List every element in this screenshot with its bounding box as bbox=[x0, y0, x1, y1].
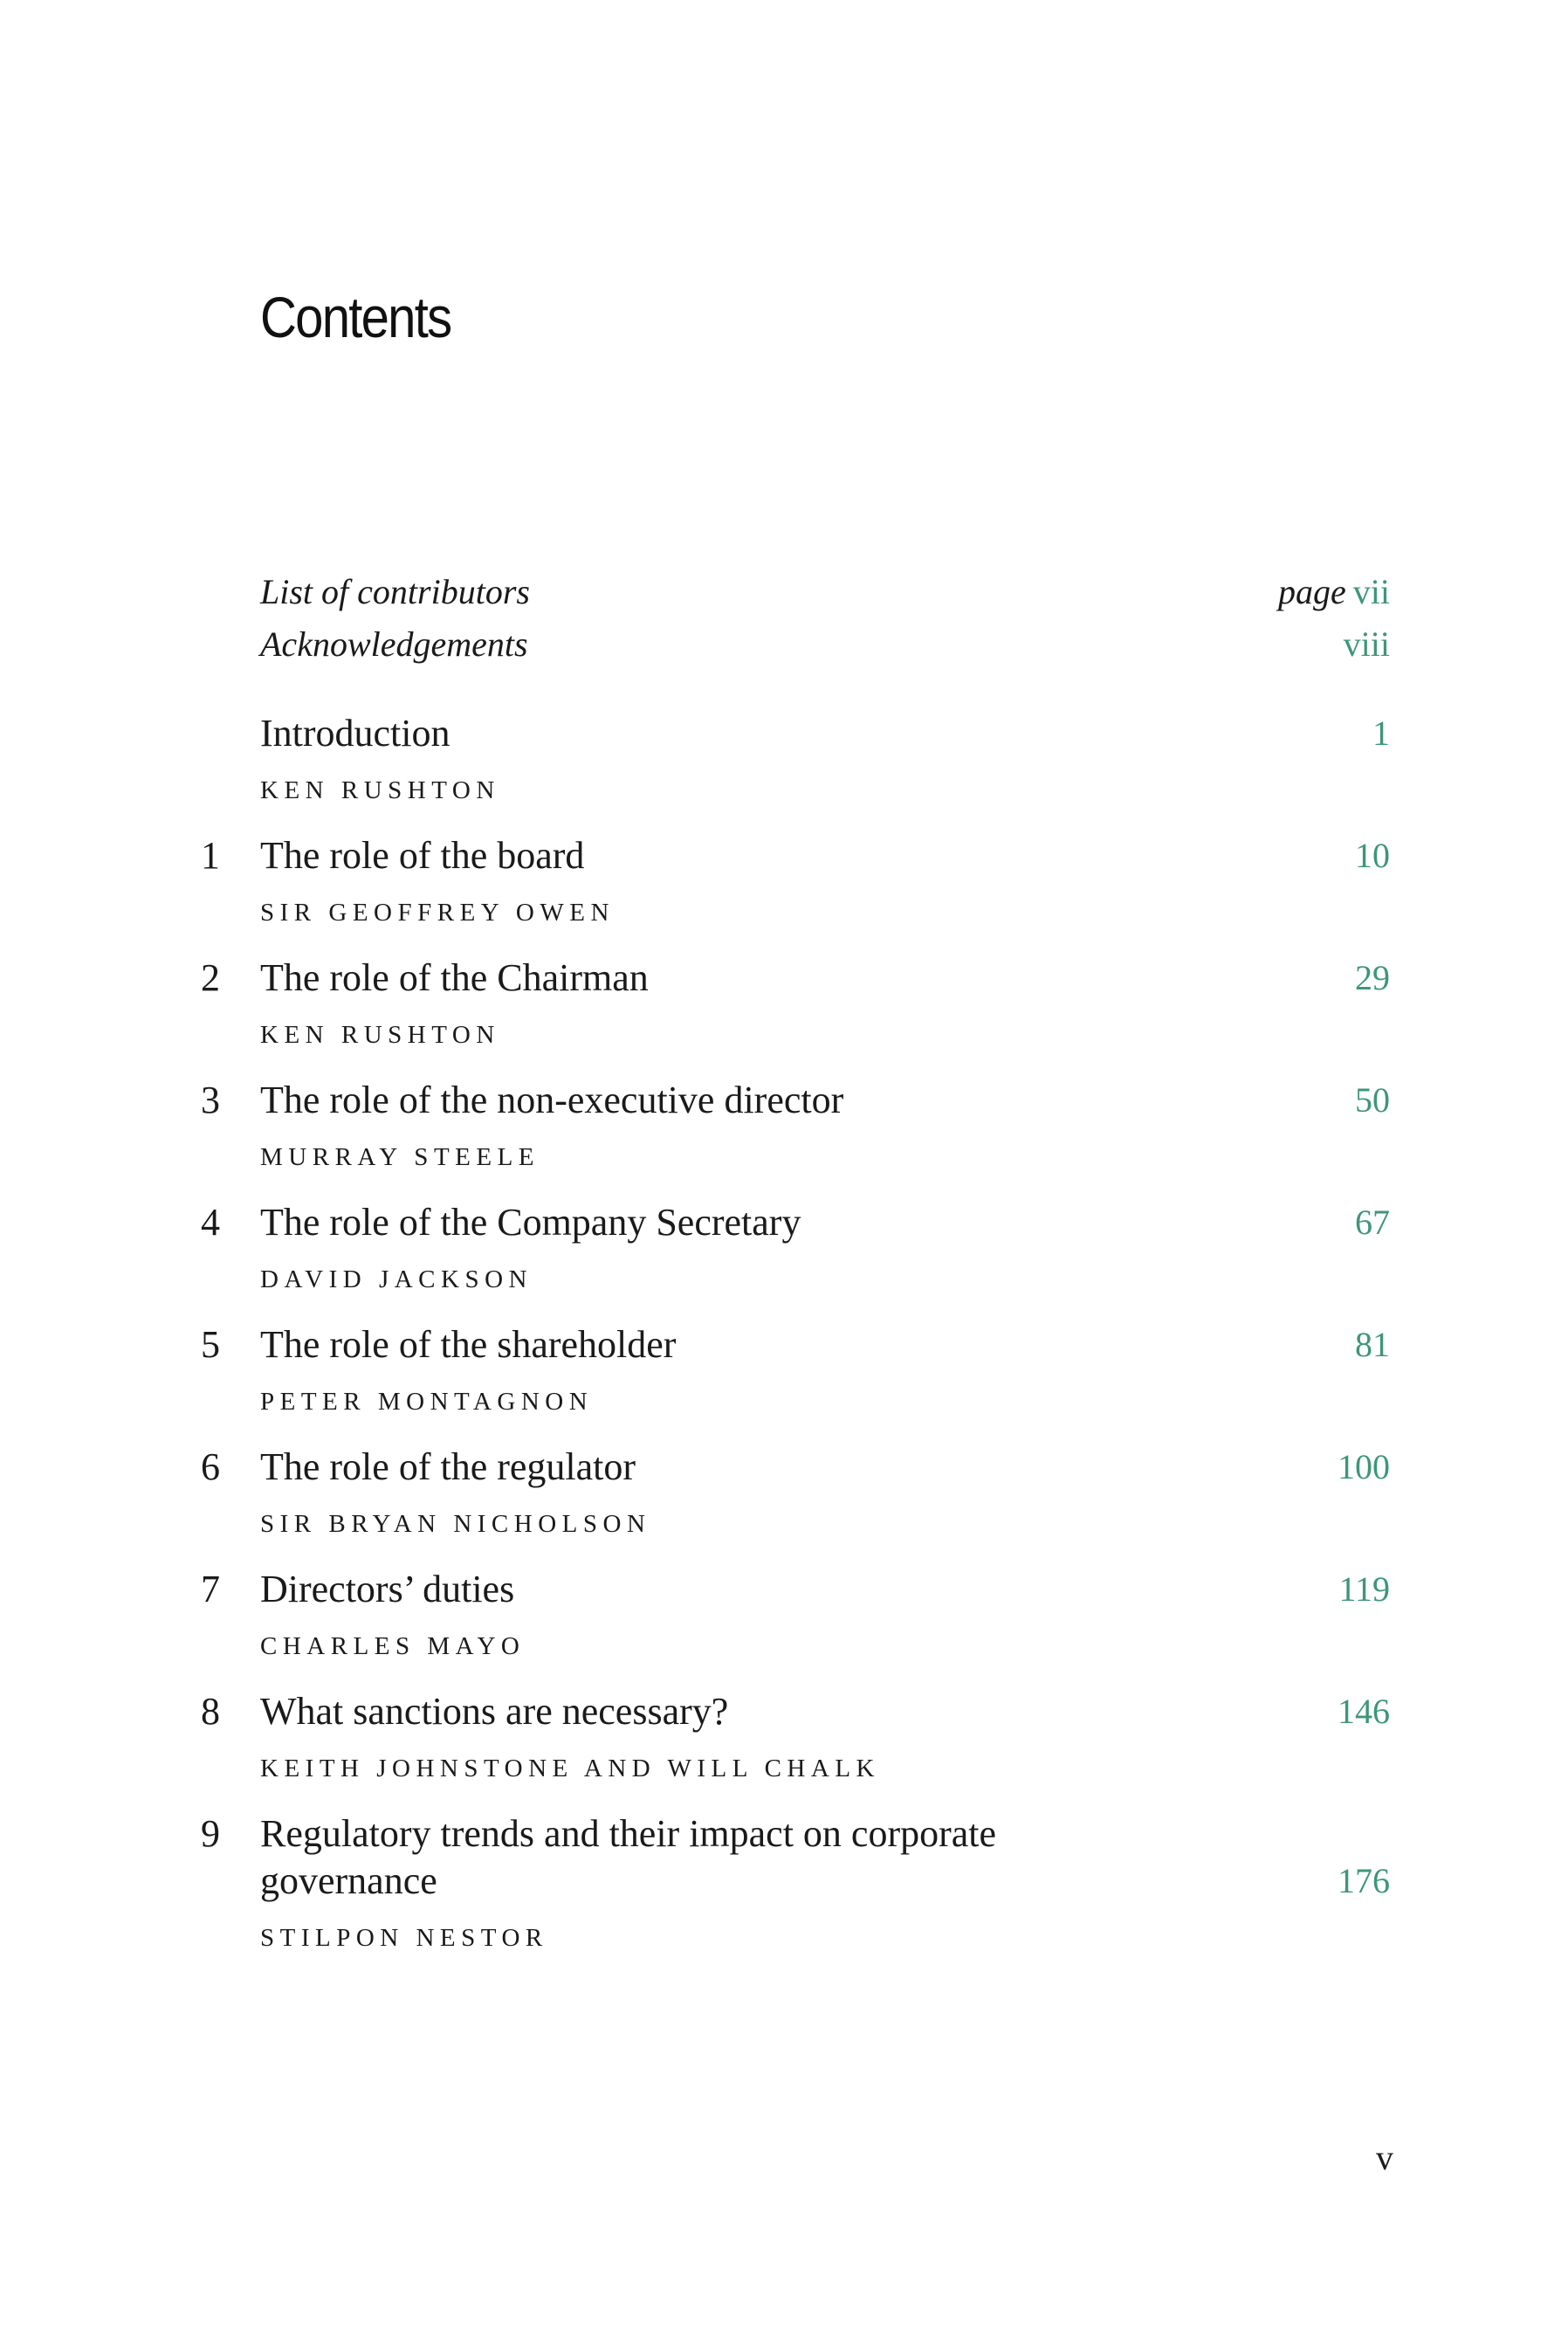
chapter-number: 8 bbox=[201, 1690, 220, 1733]
front-matter-page bbox=[1278, 570, 1390, 614]
chapter-author: SIR BRYAN NICHOLSON bbox=[260, 1510, 651, 1538]
chapter-page: 119 bbox=[1338, 1569, 1390, 1609]
chapter-author: SIR GEOFFREY OWEN bbox=[260, 899, 615, 927]
page-title: Contents bbox=[260, 285, 451, 349]
chapter-author: MURRAY STEELE bbox=[260, 1143, 540, 1171]
page-folio: v bbox=[1376, 2138, 1393, 2177]
chapter-page: 81 bbox=[1355, 1325, 1390, 1364]
chapter-title: Introduction bbox=[260, 712, 450, 755]
page-number: vii bbox=[1352, 572, 1390, 611]
chapter-author: KEN RUSHTON bbox=[260, 776, 500, 804]
front-matter-label: List of contributors bbox=[260, 572, 530, 611]
chapter-title: The role of the regulator bbox=[260, 1445, 636, 1488]
page-prefix: page bbox=[1278, 572, 1346, 611]
chapter-page: 50 bbox=[1355, 1080, 1390, 1120]
chapter-title: The role of the non-executive director bbox=[260, 1079, 844, 1121]
chapter-page: 10 bbox=[1355, 836, 1390, 875]
chapter-number: 7 bbox=[201, 1568, 220, 1610]
chapter-author: PETER MONTAGNON bbox=[260, 1388, 594, 1416]
chapter-page: 176 bbox=[1338, 1861, 1390, 1900]
chapter-title: The role of the Company Secretary bbox=[260, 1201, 801, 1244]
chapter-title: What sanctions are necessary? bbox=[260, 1690, 729, 1733]
chapter-author: KEITH JOHNSTONE AND WILL CHALK bbox=[260, 1755, 880, 1782]
front-matter-row[interactable] bbox=[260, 570, 1390, 614]
front-matter-page bbox=[1344, 623, 1390, 666]
chapter-title: Regulatory trends and their impact on corporate governance bbox=[260, 1812, 997, 1902]
chapter-number: 6 bbox=[201, 1445, 220, 1488]
chapter-number: 9 bbox=[201, 1812, 220, 1855]
chapter-page: 67 bbox=[1355, 1203, 1390, 1242]
chapter-author: STILPON NESTOR bbox=[260, 1924, 548, 1952]
chapter-title: The role of the board bbox=[260, 834, 585, 877]
chapter-number: 3 bbox=[201, 1079, 220, 1121]
chapter-author: CHARLES MAYO bbox=[260, 1632, 526, 1660]
chapter-title: The role of the Chairman bbox=[260, 956, 649, 999]
front-matter-label: Acknowledgements bbox=[260, 624, 528, 664]
chapter-page: 29 bbox=[1355, 958, 1390, 997]
chapter-number: 5 bbox=[201, 1323, 220, 1366]
front-matter-row[interactable] bbox=[260, 623, 1390, 666]
chapter-number: 4 bbox=[201, 1201, 220, 1244]
chapter-page: 1 bbox=[1372, 714, 1390, 753]
chapter-title: Directors’ duties bbox=[260, 1568, 515, 1610]
chapter-title: The role of the shareholder bbox=[260, 1323, 677, 1366]
chapter-author: KEN RUSHTON bbox=[260, 1021, 500, 1049]
page-number: viii bbox=[1343, 624, 1390, 664]
chapter-number: 2 bbox=[201, 956, 220, 999]
chapter-number: 1 bbox=[201, 834, 220, 877]
chapter-page: 146 bbox=[1338, 1692, 1390, 1731]
chapter-author: DAVID JACKSON bbox=[260, 1265, 533, 1293]
chapter-page: 100 bbox=[1338, 1447, 1390, 1486]
